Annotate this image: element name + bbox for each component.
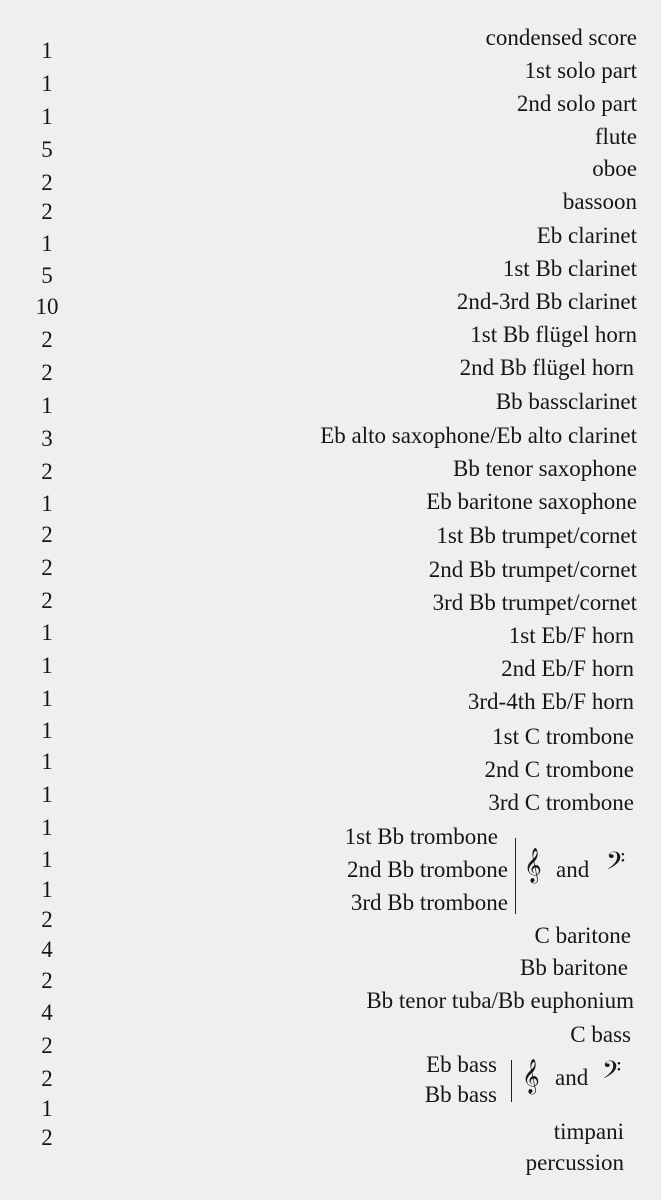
count: 1	[41, 71, 53, 96]
instrument-label: Bb baritone	[520, 955, 628, 980]
instrument-label: oboe	[592, 156, 637, 181]
instrument-label: 2nd solo part	[516, 91, 637, 116]
count: 10	[35, 294, 59, 319]
instrument-label: 3rd C trombone	[488, 790, 634, 815]
instrument-label: Eb bass	[426, 1052, 497, 1077]
instrument-label: condensed score	[485, 25, 637, 50]
count: 2	[41, 459, 53, 484]
count: 1	[41, 491, 53, 516]
count: 1	[41, 847, 53, 872]
instrument-label: C baritone	[534, 923, 631, 948]
instrument-label: Eb alto saxophone/Eb alto clarinet	[320, 423, 637, 448]
instrument-label: 3rd-4th Eb/F horn	[467, 689, 634, 714]
instrument-label: 2nd Bb trumpet/cornet	[428, 557, 637, 582]
instrument-label: 2nd-3rd Bb clarinet	[456, 289, 637, 314]
instrument-label: flute	[594, 124, 637, 149]
count: 2	[41, 1066, 53, 1091]
treble-clef-icon: 𝄞	[524, 848, 542, 883]
instrument-label: 3rd Bb trombone	[350, 890, 508, 915]
instrument-label: 2nd Eb/F horn	[501, 656, 634, 681]
bass-clef-icon: 𝄢	[602, 1056, 622, 1091]
instrument-label: 2nd Bb flügel horn	[459, 355, 634, 380]
count: 1	[41, 104, 53, 129]
count: 1	[41, 1096, 53, 1121]
and-label: and	[555, 1065, 589, 1090]
count: 1	[41, 620, 53, 645]
count: 1	[41, 815, 53, 840]
instrument-label: 1st Bb clarinet	[502, 256, 637, 281]
instrument-label: 1st solo part	[524, 58, 637, 83]
instrument-label: Bb tenor saxophone	[453, 456, 637, 481]
instrument-label: Bb bassclarinet	[495, 389, 637, 414]
count: 1	[41, 782, 53, 807]
count: 2	[41, 170, 53, 195]
count: 3	[41, 426, 53, 451]
bass-clef-icon: 𝄢	[606, 847, 626, 882]
count: 1	[41, 393, 53, 418]
instrument-label: 1st Bb flügel horn	[470, 322, 637, 347]
instrument-label: 2nd Bb trombone	[347, 857, 508, 882]
count: 2	[41, 327, 53, 352]
count: 1	[41, 686, 53, 711]
group-bracket-line	[515, 838, 516, 914]
count: 4	[41, 1000, 53, 1025]
instrument-label: Eb clarinet	[536, 223, 637, 248]
instrument-label: C bass	[570, 1022, 631, 1047]
copy-counts-column	[0, 0, 90, 1200]
instrument-label: 2nd C trombone	[484, 757, 634, 782]
instrument-label: Bb bass	[424, 1082, 497, 1107]
bb-trombone-group	[345, 820, 508, 919]
instrument-label: bassoon	[562, 189, 637, 214]
instrument-label: 1st Eb/F horn	[508, 623, 634, 648]
instrument-label: 3rd Bb trumpet/cornet	[432, 590, 637, 615]
count: 5	[41, 137, 53, 162]
count: 2	[41, 199, 53, 224]
count: 2	[41, 360, 53, 385]
count: 1	[41, 653, 53, 678]
instrument-label: 1st Bb trombone	[344, 824, 498, 849]
instrument-label: 1st C trombone	[492, 724, 634, 749]
and-label: and	[556, 857, 590, 882]
instrument-label: Eb baritone saxophone	[426, 489, 637, 514]
count: 1	[41, 231, 53, 256]
instrument-label: percussion	[525, 1150, 624, 1175]
count: 2	[41, 907, 53, 932]
instrument-label: Bb tenor tuba/Bb euphonium	[366, 988, 634, 1013]
count: 5	[41, 263, 53, 288]
count: 2	[41, 1033, 53, 1058]
count: 2	[41, 588, 53, 613]
count: 4	[41, 937, 53, 962]
treble-clef-icon: 𝄞	[522, 1059, 540, 1094]
instrument-label: timpani	[553, 1119, 624, 1144]
count: 2	[41, 1125, 53, 1150]
count: 1	[41, 718, 53, 743]
count: 2	[41, 522, 53, 547]
instrument-label: 1st Bb trumpet/cornet	[436, 523, 637, 548]
count: 1	[41, 749, 53, 774]
count: 2	[41, 968, 53, 993]
count: 1	[41, 877, 53, 902]
bass-group	[425, 1050, 497, 1110]
group-bracket-line	[511, 1060, 512, 1102]
count: 1	[41, 38, 53, 63]
count: 2	[41, 555, 53, 580]
